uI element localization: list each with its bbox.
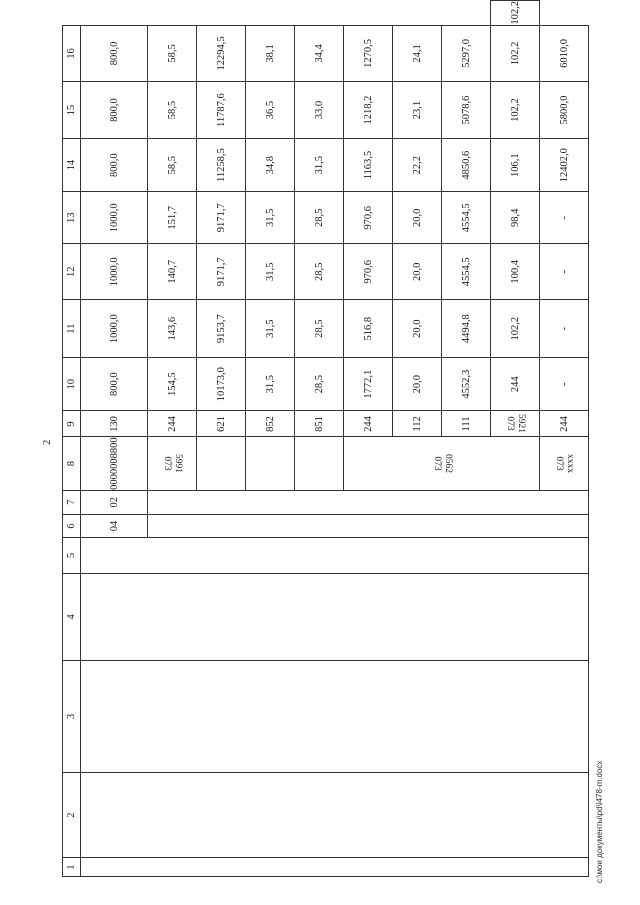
amount-cell: 11787,6 xyxy=(197,82,246,139)
amount-cell: 143,6 xyxy=(148,300,197,357)
amount-cell: 10173,0 xyxy=(197,357,246,411)
target-article-code xyxy=(246,437,295,491)
amount-cell: 1270,5 xyxy=(344,25,393,82)
code-text: 0562 073 xyxy=(431,454,453,474)
amount-cell: 22,2 xyxy=(393,138,442,192)
column-number: 10 xyxy=(63,357,81,411)
amount-cell: 1772,1 xyxy=(344,357,393,411)
amount-cell: 34,8 xyxy=(246,138,295,192)
code-text: 5921 073 xyxy=(505,414,526,434)
amount-cell: 9171,7 xyxy=(197,192,246,244)
target-article-code xyxy=(344,437,540,491)
column-number: 5 xyxy=(63,538,81,573)
amount-cell: 28,5 xyxy=(295,244,344,300)
code-text: 0000008800 xyxy=(108,437,120,490)
amount-cell: 106,1 xyxy=(491,138,540,192)
amount-cell: 102,2 xyxy=(491,25,540,82)
amount-cell: 36,5 xyxy=(246,82,295,139)
column-number: 15 xyxy=(63,82,81,139)
amount-cell: 1000,0 xyxy=(81,244,148,300)
amount-cell: - xyxy=(540,192,589,244)
amount-cell: 28,5 xyxy=(295,357,344,411)
amount-cell: 28,5 xyxy=(295,300,344,357)
amount-cell: 20,0 xyxy=(393,192,442,244)
blank-cell xyxy=(81,573,589,660)
amount-cell: 28,5 xyxy=(295,192,344,244)
target-article-code xyxy=(197,437,246,491)
target-article-code xyxy=(295,437,344,491)
expense-type-code: 244 xyxy=(540,411,589,437)
column-number: 4 xyxy=(63,573,81,660)
amount-cell: 31,5 xyxy=(246,357,295,411)
expense-type-code: 851 xyxy=(295,411,344,437)
column-number: 12 xyxy=(63,244,81,300)
target-article-code xyxy=(540,437,589,491)
amount-cell: 31,5 xyxy=(246,192,295,244)
amount-cell: 5800,0 xyxy=(540,82,589,139)
amount-cell: 20,0 xyxy=(393,244,442,300)
table-row xyxy=(81,1,148,877)
amount-cell: - xyxy=(540,357,589,411)
amount-cell: 98,4 xyxy=(491,192,540,244)
amount-cell: 4850,6 xyxy=(442,138,491,192)
file-path-footer: c:\мои документы\pd\l478-m.docx xyxy=(595,760,604,883)
budget-table xyxy=(62,0,589,877)
column-number: 7 xyxy=(63,490,81,514)
amount-cell: 38,1 xyxy=(246,25,295,82)
amount-cell: 4554,5 xyxy=(442,244,491,300)
expense-type-code: 621 xyxy=(197,411,246,437)
expense-type-code: 852 xyxy=(246,411,295,437)
subsection-code: 02 xyxy=(81,490,148,514)
amount-cell: 58,5 xyxy=(148,138,197,192)
amount-cell: 9153,7 xyxy=(197,300,246,357)
amount-cell: 6010,0 xyxy=(540,25,589,82)
amount-cell: 151,7 xyxy=(148,192,197,244)
amount-cell: 4554,5 xyxy=(442,192,491,244)
amount-cell: 24,1 xyxy=(393,25,442,82)
amount-cell: 516,8 xyxy=(344,300,393,357)
amount-cell: 102,2 xyxy=(491,300,540,357)
amount-cell: 970,6 xyxy=(344,244,393,300)
expense-type-code: 112 xyxy=(393,411,442,437)
amount-cell: 800,0 xyxy=(81,82,148,139)
amount-cell: 800,0 xyxy=(81,25,148,82)
code-text: xxxx 073 xyxy=(554,454,575,474)
amount-cell: 34,4 xyxy=(295,25,344,82)
amount-cell: 31,5 xyxy=(295,138,344,192)
column-number: 14 xyxy=(63,138,81,192)
amount-cell: 1163,5 xyxy=(344,138,393,192)
amount-cell: 102,2 xyxy=(491,82,540,139)
amount-cell: 970,6 xyxy=(344,192,393,244)
amount-cell: 800,0 xyxy=(81,357,148,411)
column-number: 9 xyxy=(63,411,81,437)
blank-cell xyxy=(81,538,589,573)
amount-cell: 33,0 xyxy=(295,82,344,139)
amount-cell: 1000,0 xyxy=(81,192,148,244)
amount-cell: 23,1 xyxy=(393,82,442,139)
amount-cell: 5078,6 xyxy=(442,82,491,139)
amount-cell: 5297,0 xyxy=(442,25,491,82)
amount-cell: 11258,5 xyxy=(197,138,246,192)
column-number: 2 xyxy=(63,772,81,857)
blank-cell xyxy=(81,858,589,877)
expense-type-code: 244 xyxy=(344,411,393,437)
amount-cell: 102,2 xyxy=(491,1,540,26)
amount-cell: 20,0 xyxy=(393,357,442,411)
amount-cell: 800,0 xyxy=(81,138,148,192)
amount-cell: 31,5 xyxy=(246,300,295,357)
column-number: 8 xyxy=(63,437,81,491)
blank-cell xyxy=(148,490,589,514)
amount-cell: 4552,3 xyxy=(442,357,491,411)
amount-cell: 1000,0 xyxy=(81,300,148,357)
amount-cell: 1218,2 xyxy=(344,82,393,139)
amount-cell: 58,5 xyxy=(148,82,197,139)
blank-cell xyxy=(81,661,589,773)
column-number-row xyxy=(63,1,81,877)
column-number: 1 xyxy=(63,858,81,877)
target-article-code xyxy=(491,411,540,437)
column-number: 6 xyxy=(63,514,81,538)
amount-cell: - xyxy=(540,300,589,357)
expense-type-code: 244 xyxy=(491,357,540,411)
amount-cell: 20,0 xyxy=(393,300,442,357)
amount-cell: 12294,5 xyxy=(197,25,246,82)
target-article-code xyxy=(81,437,148,491)
page-number: 2 xyxy=(42,439,53,445)
amount-cell: 12402,0 xyxy=(540,138,589,192)
amount-cell: 154,5 xyxy=(148,357,197,411)
column-number: 16 xyxy=(63,25,81,82)
column-number: 13 xyxy=(63,192,81,244)
amount-cell: - xyxy=(540,244,589,300)
blank-cell xyxy=(148,514,589,538)
amount-cell: 100,4 xyxy=(491,244,540,300)
target-article-code xyxy=(148,437,197,491)
column-number: 11 xyxy=(63,300,81,357)
amount-cell: 4494,8 xyxy=(442,300,491,357)
amount-cell: 140,7 xyxy=(148,244,197,300)
amount-cell: 58,5 xyxy=(148,25,197,82)
column-number: 3 xyxy=(63,661,81,773)
expense-type-code: 244 xyxy=(148,411,197,437)
expense-type-code: 111 xyxy=(442,411,491,437)
amount-cell: 31,5 xyxy=(246,244,295,300)
section-code: 04 xyxy=(81,514,148,538)
amount-cell: 9171,7 xyxy=(197,244,246,300)
blank-cell xyxy=(81,772,589,857)
code-text: 5991 073 xyxy=(162,454,183,474)
expense-type-code: 130 xyxy=(81,411,148,437)
